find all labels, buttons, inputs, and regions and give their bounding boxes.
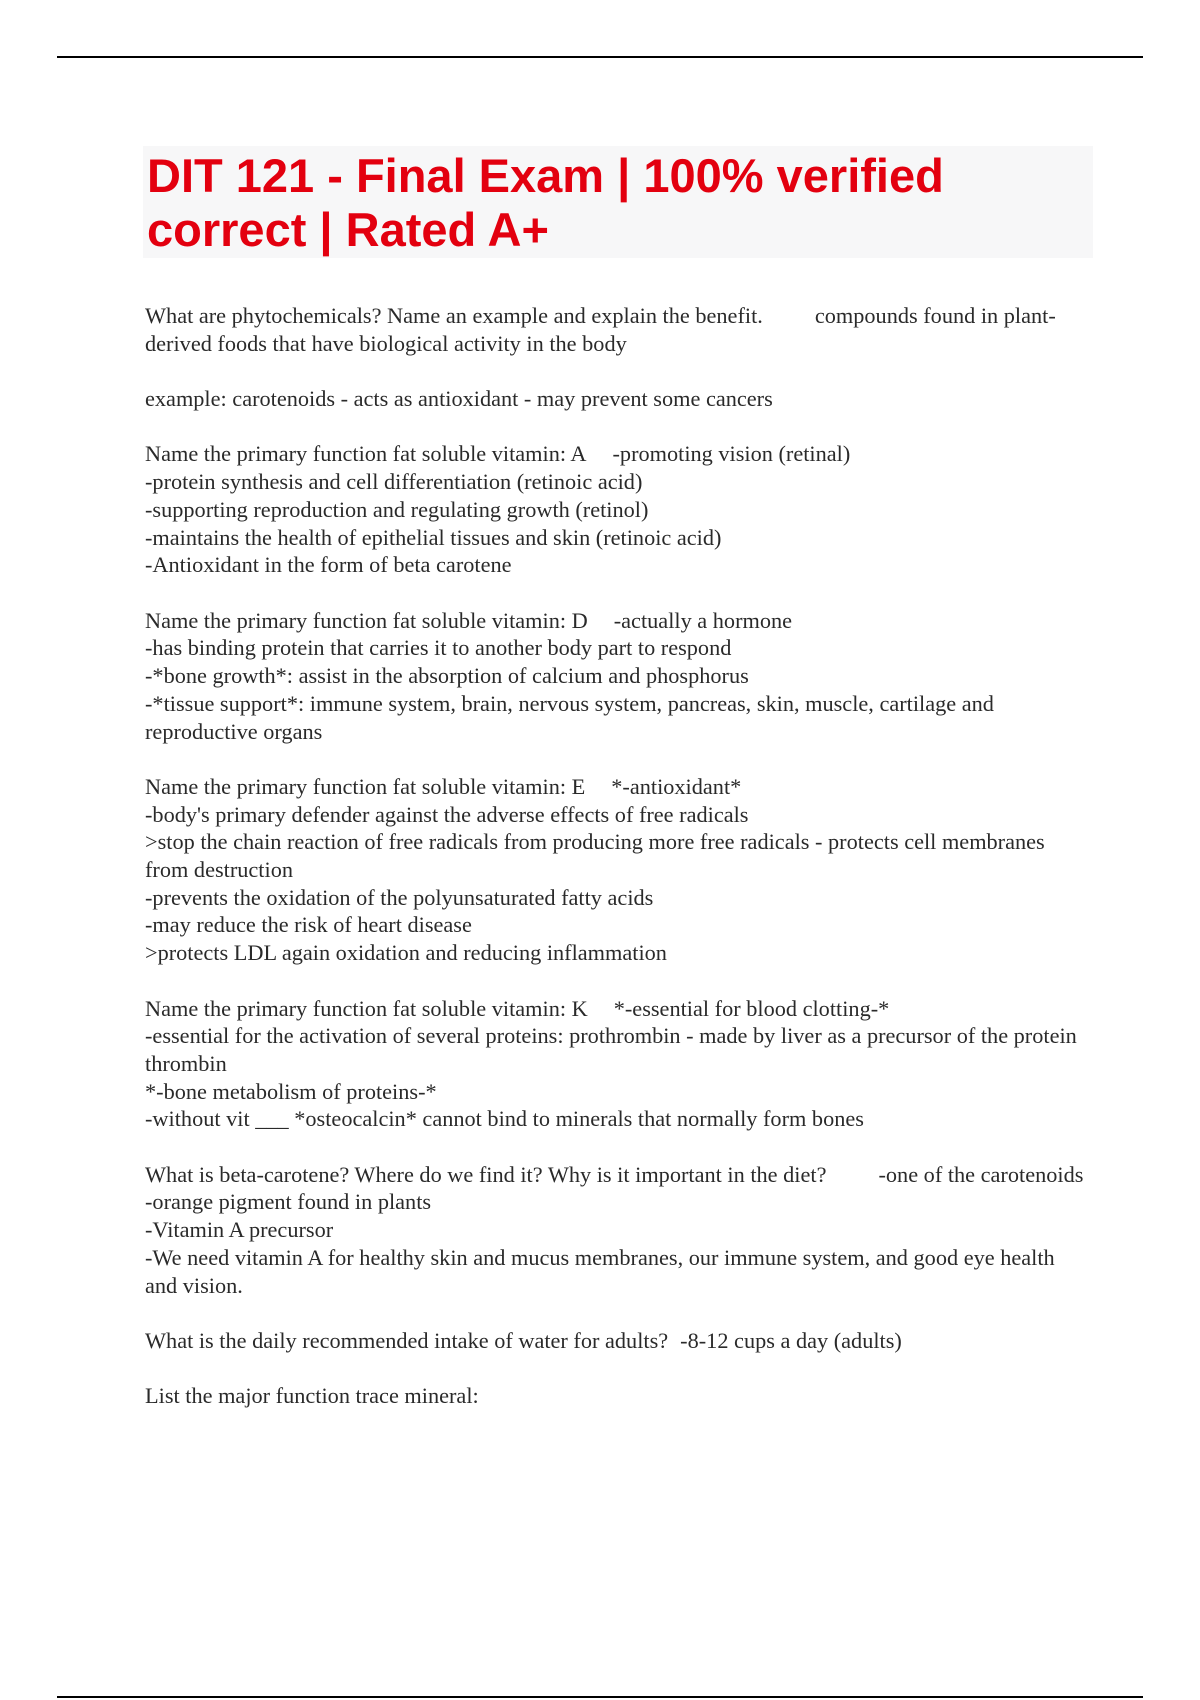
- qa-item: [145, 1327, 1091, 1355]
- qa-item: [145, 302, 1091, 357]
- answer-line: -orange pigment found in plants: [145, 1189, 432, 1215]
- answer-text: *-antioxidant*: [611, 773, 742, 799]
- answer-line: example: carotenoids - acts as antioxidant - may prevent some cancers: [145, 386, 773, 412]
- answer-text: compounds found in plant-derived foods that have biological activity in the body: [145, 303, 1056, 356]
- document-title: DIT 121 - Final Exam | 100% verified correct | Rated A+: [147, 149, 944, 256]
- qa-item: [145, 773, 1091, 967]
- answer-text: *-essential for blood clotting-*: [613, 995, 890, 1021]
- answer-line: -may reduce the risk of heart disease: [145, 912, 472, 938]
- qa-item: [145, 440, 1091, 579]
- qa-item: [145, 385, 1091, 413]
- qa-item: [145, 1382, 1091, 1410]
- answer-line: -without vit ___ *osteocalcin* cannot bind to minerals that normally form bones: [145, 1106, 864, 1132]
- title-banner: [143, 146, 1093, 258]
- qa-item: [145, 995, 1091, 1134]
- answer-line: >stop the chain reaction of free radicals from producing more free radicals - protects cell membranes from destruction: [145, 829, 1045, 882]
- question-text: What is the daily recommended intake of water for adults?: [145, 1327, 669, 1353]
- answer-line: -*tissue support*: immune system, brain, nervous system, pancreas, skin, muscle, cartilage and reproductive organs: [145, 690, 994, 744]
- answer-text: -8-12 cups a day (adults): [680, 1327, 902, 1353]
- answer-line: -essential for the activation of several proteins: prothrombin - made by liver as a precursor of the protein thrombin: [145, 1023, 1077, 1076]
- answer-text: -actually a hormone: [613, 607, 793, 633]
- question-text: Name the primary function fat soluble vitamin: E: [145, 773, 586, 799]
- question-text: List the major function trace mineral:: [145, 1383, 479, 1409]
- answer-line: -maintains the health of epithelial tissues and skin (retinoic acid): [145, 524, 722, 550]
- qa-item: [145, 1161, 1091, 1300]
- answer-line: -Antioxidant in the form of beta carotene: [145, 552, 512, 578]
- question-text: What are phytochemicals? Name an example and explain the benefit.: [145, 303, 763, 328]
- answer-text: -one of the carotenoids: [878, 1161, 1084, 1187]
- answer-line: *-bone metabolism of proteins-*: [145, 1078, 437, 1104]
- top-rule: [57, 56, 1143, 58]
- answer-line: -has binding protein that carries it to another body part to respond: [145, 635, 732, 661]
- answer-line: -prevents the oxidation of the polyunsaturated fatty acids: [145, 884, 654, 910]
- answer-line: -protein synthesis and cell differentiation (retinoic acid): [145, 469, 643, 495]
- answer-line: -We need vitamin A for healthy skin and mucus membranes, our immune system, and good eye health and vision.: [145, 1244, 1055, 1298]
- answer-line: -*bone growth*: assist in the absorption of calcium and phosphorus: [145, 663, 749, 689]
- answer-line: -Vitamin A precursor: [145, 1217, 334, 1243]
- answer-line: >protects LDL again oxidation and reducing inflammation: [145, 940, 667, 966]
- answer-text: -promoting vision (retinal): [612, 441, 851, 467]
- question-text: Name the primary function fat soluble vitamin: D: [145, 607, 588, 633]
- document-body: [145, 302, 1091, 1438]
- answer-line: -supporting reproduction and regulating growth (retinol): [145, 496, 649, 522]
- answer-line: -body's primary defender against the adverse effects of free radicals: [145, 801, 749, 827]
- question-text: What is beta-carotene? Where do we find it? Why is it important in the diet?: [145, 1161, 827, 1187]
- question-text: Name the primary function fat soluble vitamin: A: [145, 441, 587, 467]
- bottom-rule: [57, 1696, 1143, 1698]
- qa-item: [145, 607, 1091, 746]
- question-text: Name the primary function fat soluble vitamin: K: [145, 995, 588, 1021]
